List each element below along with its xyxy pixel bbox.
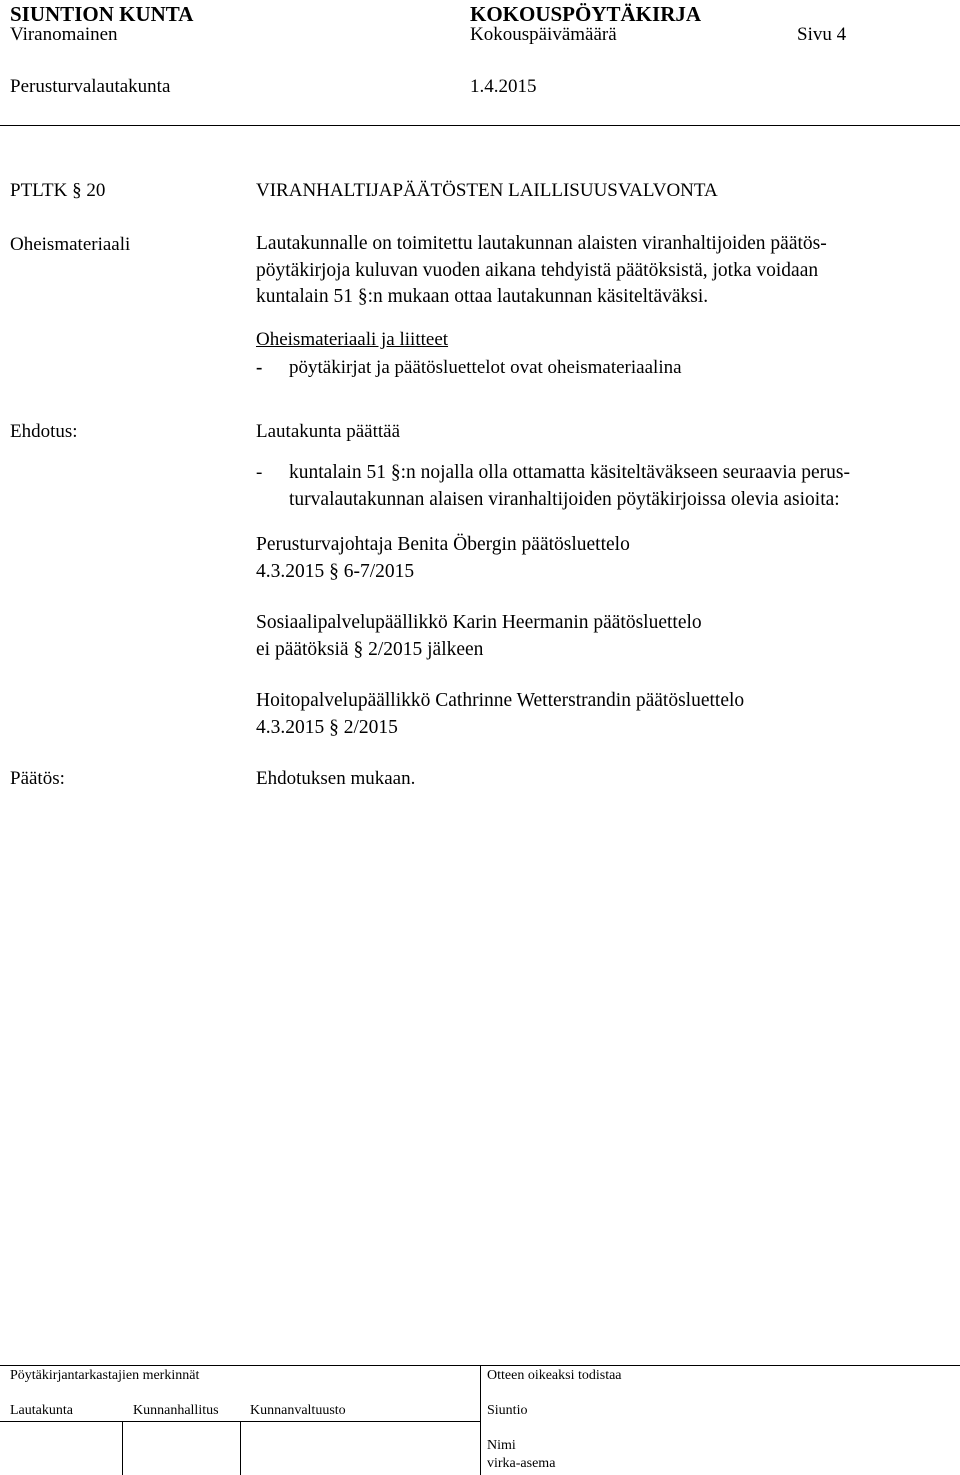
- attachments-heading: Oheismateriaali ja liitteet: [256, 329, 449, 350]
- attachments-label: Oheismateriaali: [10, 234, 131, 255]
- decision-list: [256, 532, 630, 585]
- list-title: Sosiaalipalvelupäällikkö Karin Heermanin päätösluettelo: [256, 612, 702, 633]
- footer-name-label: Nimi: [487, 1438, 516, 1453]
- footer-checkers-label: Pöytäkirjantarkastajien merkinnät: [10, 1368, 200, 1383]
- footer-sign-divider: [122, 1421, 123, 1475]
- proposal-lead: Lautakunta päättää: [256, 421, 401, 442]
- attachments-bullet: -: [256, 357, 263, 378]
- section-title: VIRANHALTIJAPÄÄTÖSTEN LAILLISUUSVALVONTA: [256, 180, 718, 201]
- proposal-item: [289, 460, 949, 513]
- proposal-bullet: -: [256, 462, 263, 483]
- meeting-date-label: Kokouspäivämäärä: [470, 24, 617, 45]
- header-divider: [0, 125, 960, 126]
- footer-center-divider: [480, 1365, 481, 1475]
- organization-name: SIUNTION KUNTA: [10, 2, 194, 26]
- footer-sign-divider: [240, 1421, 241, 1475]
- decision-list: [256, 688, 744, 741]
- intro-line: kuntalain 51 §:n mukaan ottaa lautakunnan käsiteltäväksi.: [256, 286, 709, 307]
- decision-text: Ehdotuksen mukaan.: [256, 768, 416, 789]
- meeting-date: 1.4.2015: [470, 76, 537, 97]
- authority-name: Perusturvalautakunta: [10, 76, 171, 97]
- document-type: KOKOUSPÖYTÄKIRJA: [470, 2, 702, 26]
- proposal-line: kuntalain 51 §:n nojalla olla ottamatta käsiteltäväkseen seuraavia perus-: [289, 462, 850, 483]
- list-detail: ei päätöksiä § 2/2015 jälkeen: [256, 638, 484, 660]
- footer-col-council: Kunnanvaltuusto: [250, 1403, 346, 1418]
- list-title: Hoitopalvelupäällikkö Cathrinne Wetterstrandin päätösluettelo: [256, 690, 745, 711]
- intro-line: pöytäkirjoja kuluvan vuoden aikana tehdyistä päätöksistä, jotka voidaan: [256, 259, 819, 281]
- footer-col-government: Kunnanhallitus: [133, 1403, 219, 1418]
- decision-list: [256, 610, 702, 663]
- list-detail: 4.3.2015 § 6-7/2015: [256, 560, 415, 582]
- intro-paragraph: [256, 231, 946, 311]
- list-detail: 4.3.2015 § 2/2015: [256, 716, 398, 738]
- authority-label: Viranomainen: [10, 24, 118, 45]
- footer-certified-label: Otteen oikeaksi todistaa: [487, 1368, 622, 1383]
- intro-line: Lautakunnalle on toimitettu lautakunnan alaisten viranhaltijoiden päätös-: [256, 233, 827, 254]
- attachments-item: pöytäkirjat ja päätösluettelot ovat oheismateriaalina: [289, 357, 682, 378]
- proposal-line: turvalautakunnan alaisen viranhaltijoiden pöytäkirjoissa olevia asioita:: [289, 488, 840, 510]
- page-number: Sivu 4: [797, 24, 847, 45]
- footer-col-board: Lautakunta: [10, 1403, 73, 1418]
- footer-title-label: virka-asema: [487, 1456, 556, 1471]
- section-id: PTLTK § 20: [10, 180, 106, 201]
- decision-label: Päätös:: [10, 768, 65, 789]
- footer-place: Siuntio: [487, 1403, 528, 1418]
- proposal-label: Ehdotus:: [10, 421, 78, 442]
- list-title: Perusturvajohtaja Benita Öbergin päätösluettelo: [256, 534, 630, 555]
